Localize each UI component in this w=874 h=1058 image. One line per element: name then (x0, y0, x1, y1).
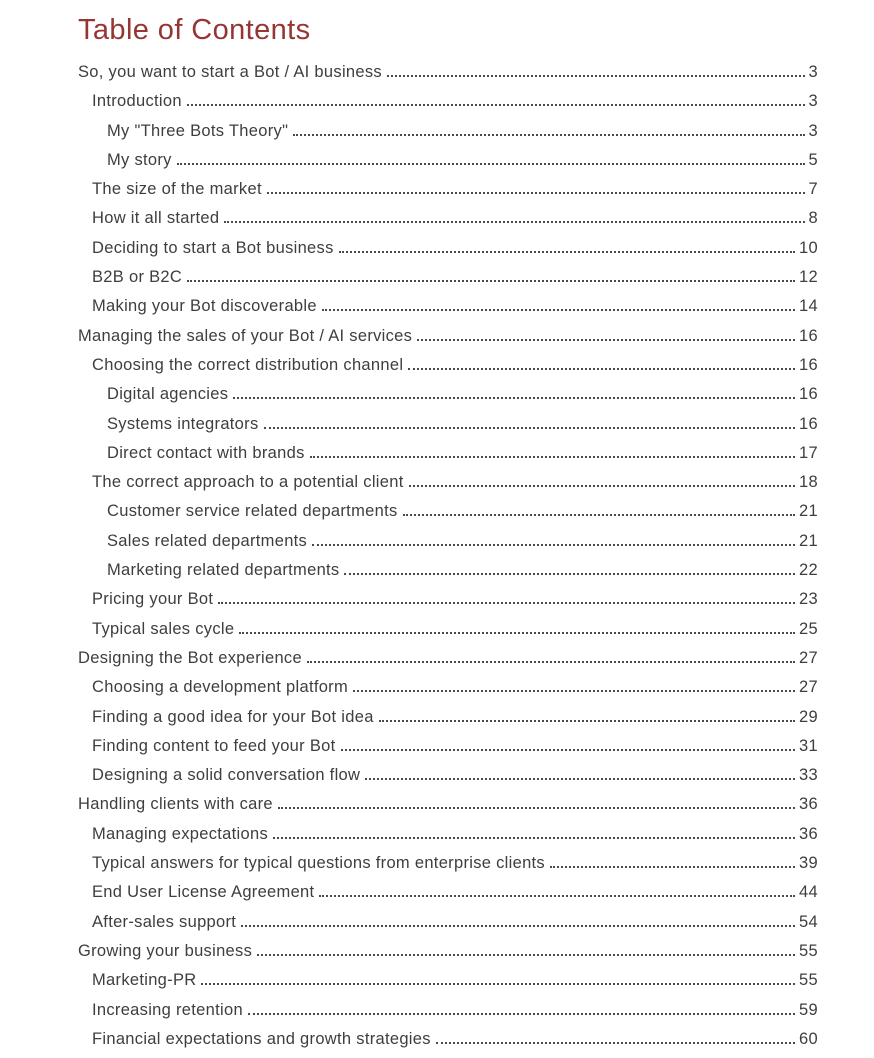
toc-entry-page: 31 (799, 736, 818, 755)
toc-entry-label: Direct contact with brands (107, 443, 305, 462)
toc-entry-label: Choosing a development platform (92, 678, 349, 697)
toc-entry-page: 18 (799, 473, 818, 492)
toc-entry-label: After-sales support (92, 912, 237, 931)
toc-entry-page: 36 (799, 795, 818, 814)
toc-entry[interactable] (78, 292, 818, 321)
page-title: Table of Contents (78, 14, 311, 46)
toc-entry-label: Growing your business (78, 941, 253, 960)
toc-leader-dots (264, 427, 796, 429)
toc-leader-dots (187, 280, 795, 282)
toc-entry[interactable] (78, 117, 818, 146)
toc-entry-page: 29 (799, 707, 818, 726)
toc-entry-page: 60 (799, 1029, 818, 1048)
toc-entry-page: 16 (799, 355, 818, 374)
toc-entry-label: Typical sales cycle (92, 619, 235, 638)
toc-entry-page: 44 (799, 883, 818, 902)
toc-entry-label: Sales related departments (107, 531, 308, 550)
toc-entry-label: Finding content to feed your Bot (92, 736, 336, 755)
toc-entry-page: 17 (799, 443, 818, 462)
toc-entry-page: 16 (799, 326, 818, 345)
toc-leader-dots (267, 192, 805, 194)
toc-entry-label: Increasing retention (92, 1000, 243, 1019)
toc-entry-page: 21 (799, 531, 818, 550)
toc-entry[interactable] (78, 556, 818, 585)
toc-entry-label: Designing a solid conversation flow (92, 766, 361, 785)
toc-entry-page: 23 (799, 590, 818, 609)
toc-leader-dots (387, 75, 805, 77)
toc-leader-dots (233, 397, 795, 399)
toc-leader-dots (177, 163, 805, 165)
toc-entry-label: The correct approach to a potential client (92, 473, 404, 492)
toc-leader-dots (436, 1042, 795, 1044)
toc-entry-page: 33 (799, 766, 818, 785)
toc-entry-label: My story (107, 150, 172, 169)
toc-entry-page: 7 (808, 180, 818, 199)
toc-leader-dots (310, 456, 795, 458)
toc-entry-label: Managing expectations (92, 824, 268, 843)
toc-leader-dots (248, 1013, 795, 1015)
toc-entry-label: Finding a good idea for your Bot idea (92, 707, 374, 726)
toc-entry-page: 3 (808, 63, 818, 81)
toc-leader-dots (344, 573, 795, 575)
toc-leader-dots (278, 807, 795, 809)
toc-leader-dots (417, 339, 795, 341)
toc-entry-label: How it all started (92, 209, 220, 228)
toc-leader-dots (273, 837, 795, 839)
toc-leader-dots (312, 544, 795, 546)
toc-leader-dots (307, 661, 795, 663)
toc-entry-page: 16 (799, 385, 818, 404)
toc-leader-dots (239, 632, 795, 634)
toc-leader-dots (201, 983, 795, 985)
toc-entry-label: Introduction (92, 92, 182, 111)
toc-entry-label: Systems integrators (107, 414, 259, 433)
toc-entry-label: End User License Agreement (92, 883, 315, 902)
toc-entry[interactable] (78, 527, 818, 556)
toc-entry[interactable] (78, 996, 818, 1025)
toc-entry-label: Pricing your Bot (92, 590, 214, 609)
toc-entry-label: So, you want to start a Bot / AI business (78, 63, 382, 81)
toc-entry-label: Digital agencies (107, 385, 229, 404)
toc-leader-dots (224, 221, 804, 223)
toc-entry-page: 59 (799, 1000, 818, 1019)
toc-leader-dots (409, 485, 795, 487)
toc-entry-page: 55 (799, 971, 818, 990)
toc-entry-page: 21 (799, 502, 818, 521)
toc-leader-dots (241, 925, 795, 927)
toc-leader-dots (187, 104, 805, 106)
toc-entry-page: 5 (808, 150, 818, 169)
toc-entry-label: Making your Bot discoverable (92, 297, 317, 316)
toc-leader-dots (379, 720, 795, 722)
toc-entry[interactable] (78, 351, 818, 380)
toc-entry[interactable] (78, 644, 818, 673)
toc-entry-page: 3 (808, 121, 818, 140)
toc-entry-page: 16 (799, 414, 818, 433)
toc-entry-page: 36 (799, 824, 818, 843)
toc-entry-label: Typical answers for typical questions from enterprise clients (92, 854, 545, 873)
toc-entry-label: The size of the market (92, 180, 262, 199)
toc-entry-page: 3 (808, 92, 818, 111)
toc-entry[interactable] (78, 908, 818, 937)
toc-entry[interactable] (78, 146, 818, 175)
toc-entry-page: 39 (799, 854, 818, 873)
toc-entry[interactable] (78, 263, 818, 292)
toc-entry-label: B2B or B2C (92, 268, 183, 287)
toc-entry[interactable] (78, 204, 818, 233)
toc-leader-dots (322, 309, 795, 311)
toc-entry-page: 8 (808, 209, 818, 228)
toc-entry[interactable] (78, 673, 818, 702)
toc-entry-page: 27 (799, 648, 818, 667)
toc-entry-page: 10 (799, 238, 818, 257)
toc-entry-label: Handling clients with care (78, 795, 273, 814)
toc-entry[interactable] (78, 234, 818, 263)
toc-entry-page: 22 (799, 561, 818, 580)
toc-entry[interactable] (78, 58, 818, 87)
toc-entry[interactable] (78, 732, 818, 761)
toc-leader-dots (293, 134, 804, 136)
toc-leader-dots (353, 690, 795, 692)
toc-entry[interactable] (78, 878, 818, 907)
toc-entry-page: 25 (799, 619, 818, 638)
toc-leader-dots (403, 514, 796, 516)
toc-entry[interactable] (78, 703, 818, 732)
toc-entry[interactable] (78, 322, 818, 351)
toc-entry-label: Managing the sales of your Bot / AI services (78, 326, 413, 345)
toc-entry-page: 14 (799, 297, 818, 316)
toc-list (78, 58, 818, 1054)
toc-entry-page: 55 (799, 941, 818, 960)
toc-entry[interactable] (78, 1025, 818, 1054)
toc-entry[interactable] (78, 937, 818, 966)
toc-entry[interactable] (78, 380, 818, 409)
toc-leader-dots (257, 954, 795, 956)
toc-entry[interactable] (78, 439, 818, 468)
toc-entry[interactable] (78, 761, 818, 790)
toc-entry-label: My "Three Bots Theory" (107, 121, 289, 140)
toc-leader-dots (550, 866, 795, 868)
toc-entry[interactable] (78, 87, 818, 116)
toc-entry[interactable] (78, 410, 818, 439)
toc-leader-dots (218, 602, 795, 604)
toc-leader-dots (408, 368, 795, 370)
toc-entry-page: 12 (799, 268, 818, 287)
toc-entry-label: Marketing-PR (92, 971, 197, 990)
toc-entry[interactable] (78, 849, 818, 878)
toc-entry-label: Marketing related departments (107, 561, 340, 580)
toc-entry[interactable] (78, 497, 818, 526)
toc-entry-label: Customer service related departments (107, 502, 398, 521)
toc-leader-dots (365, 778, 795, 780)
toc-entry-label: Choosing the correct distribution channel (92, 355, 404, 374)
toc-entry[interactable] (78, 790, 818, 819)
toc-entry-label: Designing the Bot experience (78, 648, 302, 667)
toc-entry-page: 54 (799, 912, 818, 931)
toc-leader-dots (319, 895, 795, 897)
toc-entry[interactable] (78, 468, 818, 497)
toc-entry[interactable] (78, 966, 818, 995)
toc-leader-dots (339, 251, 795, 253)
toc-entry-label: Financial expectations and growth strategies (92, 1029, 431, 1048)
toc-entry[interactable] (78, 175, 818, 204)
toc-entry[interactable] (78, 820, 818, 849)
toc-entry-page: 27 (799, 678, 818, 697)
toc-leader-dots (341, 749, 796, 751)
toc-entry[interactable] (78, 585, 818, 614)
toc-entry[interactable] (78, 615, 818, 644)
toc-entry-label: Deciding to start a Bot business (92, 238, 334, 257)
